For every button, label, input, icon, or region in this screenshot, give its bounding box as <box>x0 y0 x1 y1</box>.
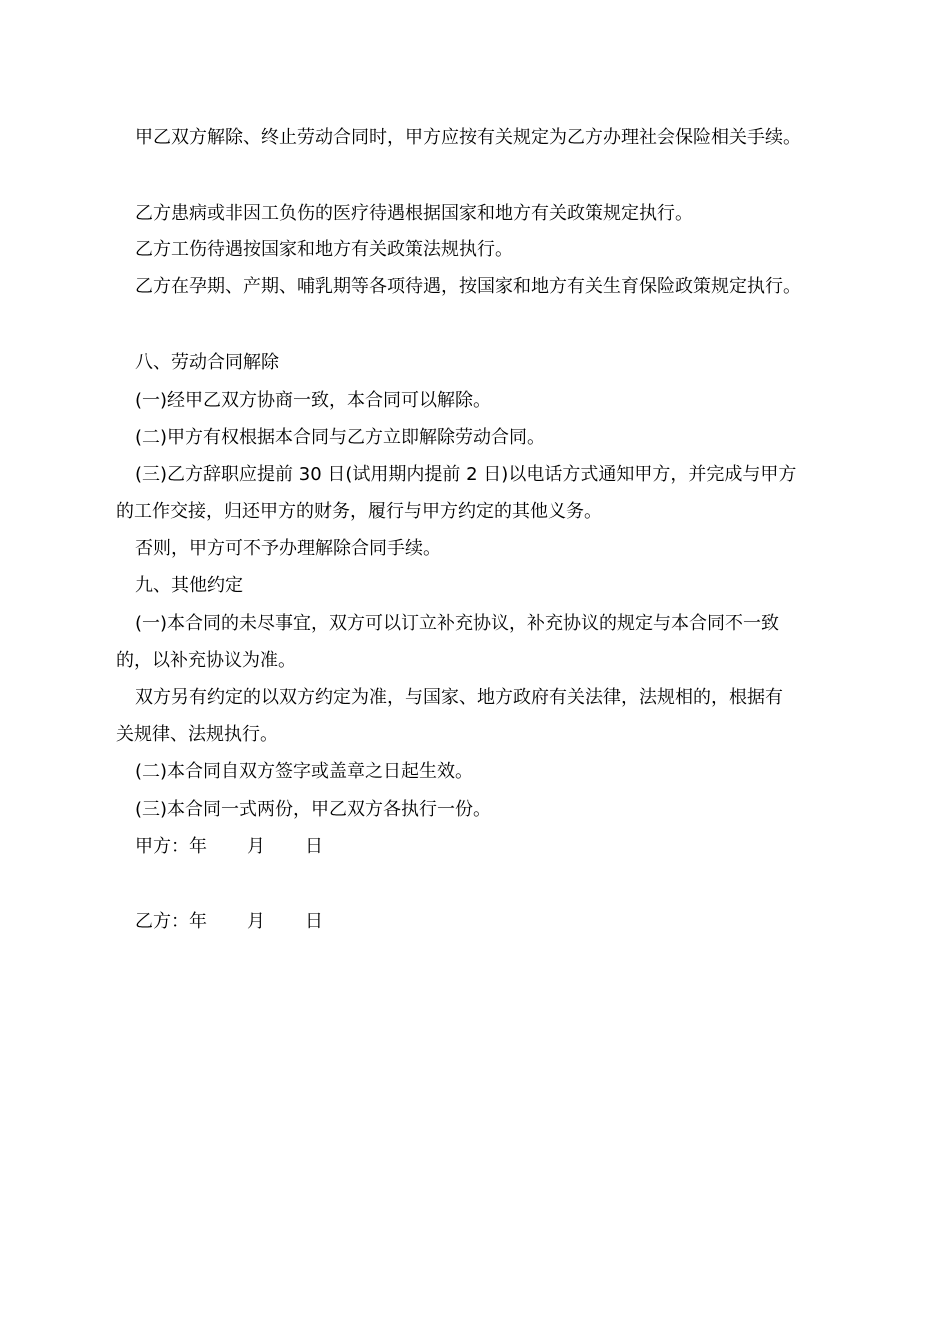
clause-termination-3-cont: 的工作交接，归还甲方的财务，履行与甲方约定的其他义务。 <box>116 501 602 522</box>
clause-other-3: (三)本合同一式两份，甲乙双方各执行一份。 <box>135 799 492 820</box>
clause-other-agreement: 双方另有约定的以双方约定为准，与国家、地方政府有关法律，法规相的，根据有 <box>135 687 783 708</box>
clause-other-1: (一)本合同的未尽事宜，双方可以订立补充协议，补充协议的规定与本合同不一致 <box>135 613 780 634</box>
section-heading-other: 九、其他约定 <box>135 575 243 596</box>
section-heading-termination: 八、劳动合同解除 <box>135 352 279 373</box>
paragraph-work-injury: 乙方工伤待遇按国家和地方有关政策法规执行。 <box>135 239 513 260</box>
party-a-month: 月 <box>247 836 265 857</box>
clause-termination-1: (一)经甲乙双方协商一致，本合同可以解除。 <box>135 390 492 411</box>
clause-other-1-cont: 的，以补充协议为准。 <box>116 650 296 671</box>
signature-party-b <box>135 910 323 934</box>
clause-other-agreement-cont: 关规律、法规执行。 <box>116 724 278 745</box>
party-a-day: 日 <box>305 836 323 857</box>
party-b-label: 乙方： <box>135 911 189 932</box>
party-b-month: 月 <box>247 911 265 932</box>
party-b-year: 年 <box>189 911 207 932</box>
clause-termination-2: (二)甲方有权根据本合同与乙方立即解除劳动合同。 <box>135 427 546 448</box>
paragraph-social-insurance: 甲乙双方解除、终止劳动合同时，甲方应按有关规定为乙方办理社会保险相关手续。 <box>135 127 801 148</box>
party-b-day: 日 <box>305 911 323 932</box>
signature-party-a <box>135 835 323 859</box>
party-a-year: 年 <box>189 836 207 857</box>
paragraph-maternity: 乙方在孕期、产期、哺乳期等各项待遇，按国家和地方有关生育保险政策规定执行。 <box>135 276 801 297</box>
clause-termination-3: (三)乙方辞职应提前 30 日(试用期内提前 2 日)以电话方式通知甲方，并完成与甲方 <box>135 464 797 485</box>
party-a-label: 甲方： <box>135 836 189 857</box>
clause-other-2: (二)本合同自双方签字或盖章之日起生效。 <box>135 761 474 782</box>
clause-termination-otherwise: 否则，甲方可不予办理解除合同手续。 <box>135 538 441 559</box>
paragraph-medical-treatment: 乙方患病或非因工负伤的医疗待遇根据国家和地方有关政策规定执行。 <box>135 203 693 224</box>
